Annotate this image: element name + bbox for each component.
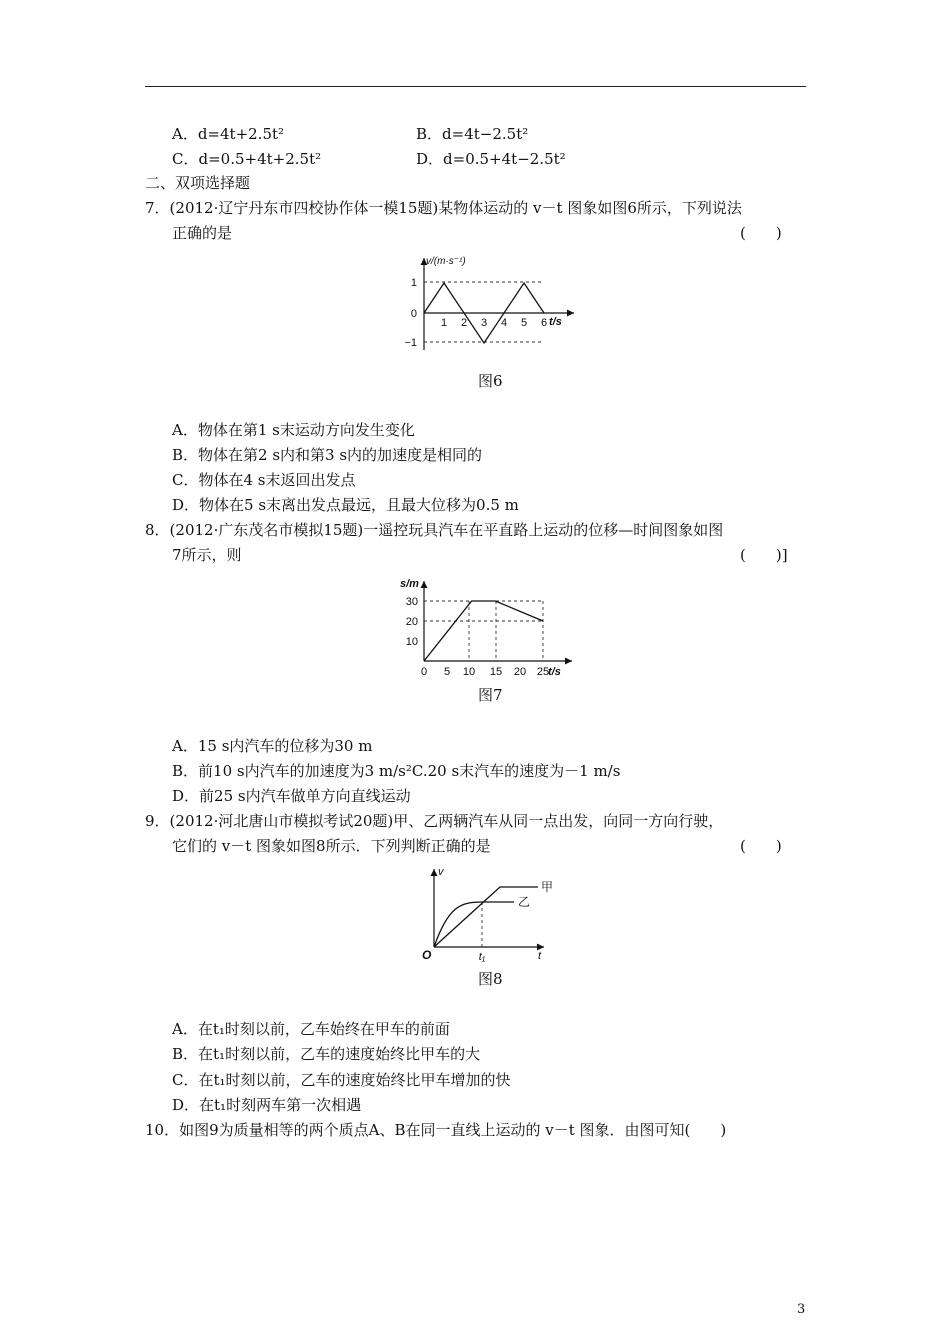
q8-stem-line2: 7所示，则 xyxy=(172,546,242,564)
figure8-chart xyxy=(416,863,566,967)
q7-option-b: B．物体在第2 s内和第3 s内的加速度是相同的 xyxy=(172,446,483,464)
q6-option-b: B．d=4t−2.5t² xyxy=(416,125,529,143)
fig7-xtick: 0 xyxy=(420,666,428,678)
q8-stem-line1: 8．(2012·广东茂名市模拟15题)一遥控玩具汽车在平直路上运动的位移—时间图象如图 xyxy=(145,521,724,539)
fig6-xtick: 2 xyxy=(460,317,468,329)
q9-stem-line2: 它们的 v－t 图象如图8所示．下列判断正确的是 xyxy=(172,837,491,855)
q9-option-c: C．在t₁时刻以前，乙车的速度始终比甲车增加的快 xyxy=(172,1071,511,1089)
figure7-chart xyxy=(398,575,588,685)
fig6-ytick-0: 0 xyxy=(410,308,417,320)
q8-option-d: D．前25 s内汽车做单方向直线运动 xyxy=(172,787,411,805)
section-title: 二、双项选择题 xyxy=(145,174,251,192)
fig7-ytick-30: 30 xyxy=(405,596,418,608)
fig6-ytick-minus1: −1 xyxy=(404,337,417,349)
fig8-xlabel: t xyxy=(538,950,542,962)
fig6-xtick: 5 xyxy=(520,317,528,329)
fig7-ytick-10: 10 xyxy=(405,636,418,648)
q7-option-c: C．物体在4 s末返回出发点 xyxy=(172,471,356,489)
q6-option-d: D．d=0.5+4t−2.5t² xyxy=(416,150,566,168)
q9-option-b: B．在t₁时刻以前，乙车的速度始终比甲车的大 xyxy=(172,1045,481,1063)
fig8-origin: O xyxy=(422,948,432,962)
q9-stem-line1: 9．(2012·河北唐山市模拟考试20题)甲、乙两辆汽车从同一点出发，向同一方向行驶， xyxy=(145,812,724,830)
fig7-xtick: 20 xyxy=(513,666,527,678)
fig7-xtick: 5 xyxy=(443,666,451,678)
fig7-ylabel: s/m xyxy=(400,578,419,590)
q6-option-c: C．d=0.5+4t+2.5t² xyxy=(172,150,322,168)
q7-stem-line1: 7．(2012·辽宁丹东市四校协作体一模15题)某物体运动的 v－t 图象如图6所示，下列说法 xyxy=(145,199,742,217)
q8-option-b: B．前10 s内汽车的加速度为3 m/s²C.20 s末汽车的速度为－1 m/s xyxy=(172,762,621,780)
fig7-series-line xyxy=(424,601,543,661)
figure6-caption: 图6 xyxy=(478,372,503,390)
page-number: 3 xyxy=(797,1302,806,1317)
figure6-chart xyxy=(398,250,588,360)
q7-option-d: D．物体在5 s末离出发点最远，且最大位移为0.5 m xyxy=(172,496,519,514)
fig8-series-yi xyxy=(434,902,514,947)
q8-option-a: A．15 s内汽车的位移为30 m xyxy=(172,737,373,755)
fig7-xlabel: t/s xyxy=(548,666,561,678)
q8-answer-bracket: ( )] xyxy=(740,546,788,564)
fig6-xtick: 1 xyxy=(440,317,448,329)
fig6-ylabel: v/(m·s⁻¹) xyxy=(426,256,466,267)
fig6-xlabel: t/s xyxy=(549,316,562,328)
q9-answer-bracket: ( ) xyxy=(740,837,782,855)
fig6-ytick-1: 1 xyxy=(410,277,417,289)
fig6-xtick: 3 xyxy=(480,317,488,329)
fig7-ytick-20: 20 xyxy=(405,616,418,628)
figure8-caption: 图8 xyxy=(478,970,503,988)
fig7-xtick: 25 xyxy=(536,666,550,678)
fig8-legend-yi: 乙 xyxy=(518,895,531,909)
q9-option-a: A．在t₁时刻以前，乙车始终在甲车的前面 xyxy=(172,1020,450,1038)
fig6-xtick: 6 xyxy=(540,317,548,329)
figure7-caption: 图7 xyxy=(478,686,503,704)
fig6-xtick: 4 xyxy=(500,317,508,329)
q7-option-a: A．物体在第1 s末运动方向发生变化 xyxy=(172,421,415,439)
fig7-xtick: 10 xyxy=(462,666,476,678)
fig7-xtick: 15 xyxy=(489,666,503,678)
q10-stem: 10．如图9为质量相等的两个质点A、B在同一直线上运动的 v－t 图象．由图可知( ) xyxy=(145,1121,727,1139)
q7-stem-line2: 正确的是 xyxy=(172,224,233,242)
q6-option-a: A．d=4t+2.5t² xyxy=(172,125,285,143)
q7-answer-bracket: ( ) xyxy=(740,224,782,242)
q9-option-d: D．在t₁时刻两车第一次相遇 xyxy=(172,1096,362,1114)
fig8-xtick-t1: t₁ xyxy=(478,951,486,963)
fig8-ylabel: v xyxy=(438,866,444,878)
fig8-legend-jia: 甲 xyxy=(541,880,554,894)
header-rule xyxy=(145,86,806,87)
